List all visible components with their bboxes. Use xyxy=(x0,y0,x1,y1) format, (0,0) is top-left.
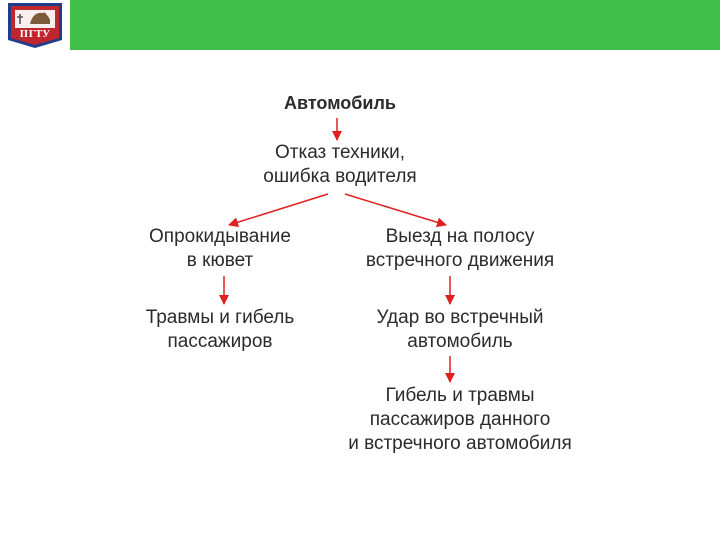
node-passenger-injuries xyxy=(115,306,325,354)
node-both-cars-casualties-line-3: и встречного автомобиля xyxy=(348,433,572,454)
node-root-line: Автомобиль xyxy=(284,93,396,113)
node-cause-line-1: Отказ техники, xyxy=(274,142,405,163)
node-oncoming-lane-line-1: Выезд на полосу xyxy=(385,226,535,247)
logo-text: ПГТУ xyxy=(19,30,51,40)
node-rollover xyxy=(115,225,325,273)
node-collision xyxy=(335,306,585,354)
node-collision-line-2: автомобиль xyxy=(407,331,513,352)
arrow-cause-to-left xyxy=(229,194,328,225)
node-collision-line-1: Удар во встречный xyxy=(376,307,544,328)
node-root-automobile xyxy=(240,91,440,115)
node-oncoming-lane-line-2: встречного движения xyxy=(365,250,555,271)
node-cause xyxy=(220,141,460,189)
node-cause-line-2: ошибка водителя xyxy=(263,166,417,187)
node-rollover-line-1: Опрокидывание xyxy=(149,226,291,247)
node-rollover-line-2: в кювет xyxy=(186,250,254,271)
node-both-cars-casualties-line-2: пассажиров данного xyxy=(369,409,551,430)
arrow-cause-to-right xyxy=(345,194,446,225)
node-both-cars-casualties-line-1: Гибель и травмы xyxy=(385,385,535,406)
node-both-cars-casualties xyxy=(310,384,610,456)
node-passenger-injuries-line-2: пассажиров xyxy=(167,331,273,352)
node-passenger-injuries-line-1: Травмы и гибель xyxy=(145,307,295,328)
node-oncoming-lane xyxy=(335,225,585,273)
